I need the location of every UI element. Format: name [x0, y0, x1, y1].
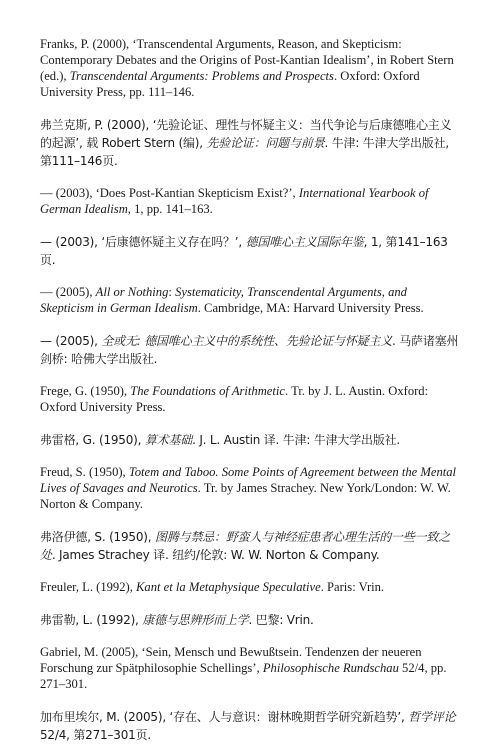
entry-text: Freud, S. (1950), — [40, 465, 129, 479]
entry-text: 弗兰克斯, P. (2000), ‘先验论证、理性与怀疑主义：当代争论与后康德唯心主义的起源’, 载 Robert Stern (编), — [40, 118, 452, 150]
entry-text: . J. L. Austin 译. 牛津: 牛津大学出版社. — [192, 433, 401, 447]
entry-title: 先验论证：问题与前景 — [206, 136, 325, 150]
entry-text: . Tr. by J. L. Austin. Oxford: Oxford University Press. — [40, 384, 429, 414]
entry-text: . 马萨诸塞州剑桥: 哈佛大学出版社. — [40, 334, 459, 366]
bib-entry-gabriel-2005-en — [40, 644, 460, 692]
bib-entry-frege-1950-zh — [40, 431, 460, 449]
bib-entry-franks-2003-en — [40, 185, 460, 217]
entry-text: 弗雷勒, L. (1992), — [40, 613, 143, 627]
bib-entry-franks-2000-zh — [40, 116, 460, 170]
entry-text: Franks, P. (2000), ‘Transcendental Arguments, Reason, and Skepticism: Contemporary Debates and the Origins of Post-Kantian Idealism’, in Robert Stern (ed.), — [40, 37, 454, 83]
entry-title: 德国唯心主义国际年鉴 — [245, 235, 364, 249]
entry-text: — (2003), ‘Does Post-Kantian Skepticism Exist?’, — [40, 186, 299, 200]
entry-text: — (2005), — [40, 334, 102, 348]
bib-entry-gabriel-2005-zh — [40, 708, 460, 744]
entry-text: Gabriel, M. (2005), ‘Sein, Mensch und Bewußtsein. Tendenzen der neueren Forschung zur Spätphilosophie Schellings’, — [40, 645, 422, 675]
entry-text: . Cambridge, MA: Harvard University Press. — [197, 301, 424, 315]
bib-entry-frege-1950-en — [40, 383, 460, 415]
entry-text: Freuler, L. (1992), — [40, 580, 137, 594]
entry-text: 加布里埃尔, M. (2005), ‘存在、人与意识：谢林晚期哲学研究新趋势’, — [40, 710, 409, 724]
bib-entry-freuler-1992-zh — [40, 611, 460, 629]
entry-text: , 1, 第141–163页. — [40, 235, 448, 267]
bib-entry-freud-1950-en — [40, 464, 460, 512]
entry-text: . 巴黎: Vrin. — [248, 613, 314, 627]
entry-title: The Foundations of Arithmetic — [130, 384, 285, 398]
entry-title: Transcendental Arguments: Problems and Prospects — [69, 69, 334, 83]
bib-entry-freuler-1992-en — [40, 579, 460, 595]
bib-entry-freud-1950-zh — [40, 528, 460, 564]
entry-title: Totem and Taboo. Some Points of Agreement between the Mental Lives of Savages and Neurotics — [40, 465, 457, 495]
entry-text: . James Strachey 译. 纽约/伦敦: W. W. Norton & Company. — [51, 548, 380, 562]
entry-title: All or Nothing — [95, 285, 169, 299]
entry-text: . Tr. by James Strachey. New York/London: W. W. Norton & Company. — [40, 481, 451, 511]
bib-entry-franks-2005-zh — [40, 332, 460, 368]
entry-text: . Oxford: Oxford University Press, pp. 111–146. — [40, 69, 420, 99]
entry-text: Frege, G. (1950), — [40, 384, 131, 398]
entry-title: 康德与思辨形而上学 — [142, 613, 249, 627]
entry-text: 52/4, pp. 271–301. — [40, 661, 447, 691]
entry-text: . Paris: Vrin. — [320, 580, 385, 594]
entry-text: : — [168, 285, 176, 299]
bib-entry-franks-2003-zh — [40, 233, 460, 269]
bib-entry-franks-2000-en — [40, 36, 460, 100]
entry-text: . 牛津: 牛津大学出版社, 第111–146页. — [40, 136, 450, 168]
entry-text: , 1, pp. 141–163. — [127, 202, 213, 216]
entry-title: Philosophische Rundschau — [262, 661, 399, 675]
entry-text: 52/4, 第271–301页. — [40, 728, 151, 742]
entry-text: 弗洛伊德, S. (1950), — [40, 530, 156, 544]
entry-title: 算术基础 — [144, 433, 193, 447]
entry-title: International Yearbook of German Idealism — [40, 186, 429, 216]
entry-text: — (2003), ‘后康德怀疑主义存在吗？’, — [40, 235, 246, 249]
bib-entry-franks-2005-en — [40, 284, 460, 316]
entry-title: 全或无: 德国唯心主义中的系统性、先验论证与怀疑主义 — [101, 334, 393, 348]
entry-subtitle: Systematicity, Transcendental Arguments, and Skepticism in German Idealism — [40, 285, 407, 315]
entry-title: Kant et la Metaphysique Speculative — [136, 580, 321, 594]
entry-title: 图腾与禁忌：野蛮人与神经症患者心理生活的一些一致之处 — [40, 530, 451, 562]
entry-text: 弗雷格, G. (1950), — [40, 433, 145, 447]
entry-title: 哲学评论 — [408, 710, 456, 724]
entry-text: — (2005), — [40, 285, 96, 299]
